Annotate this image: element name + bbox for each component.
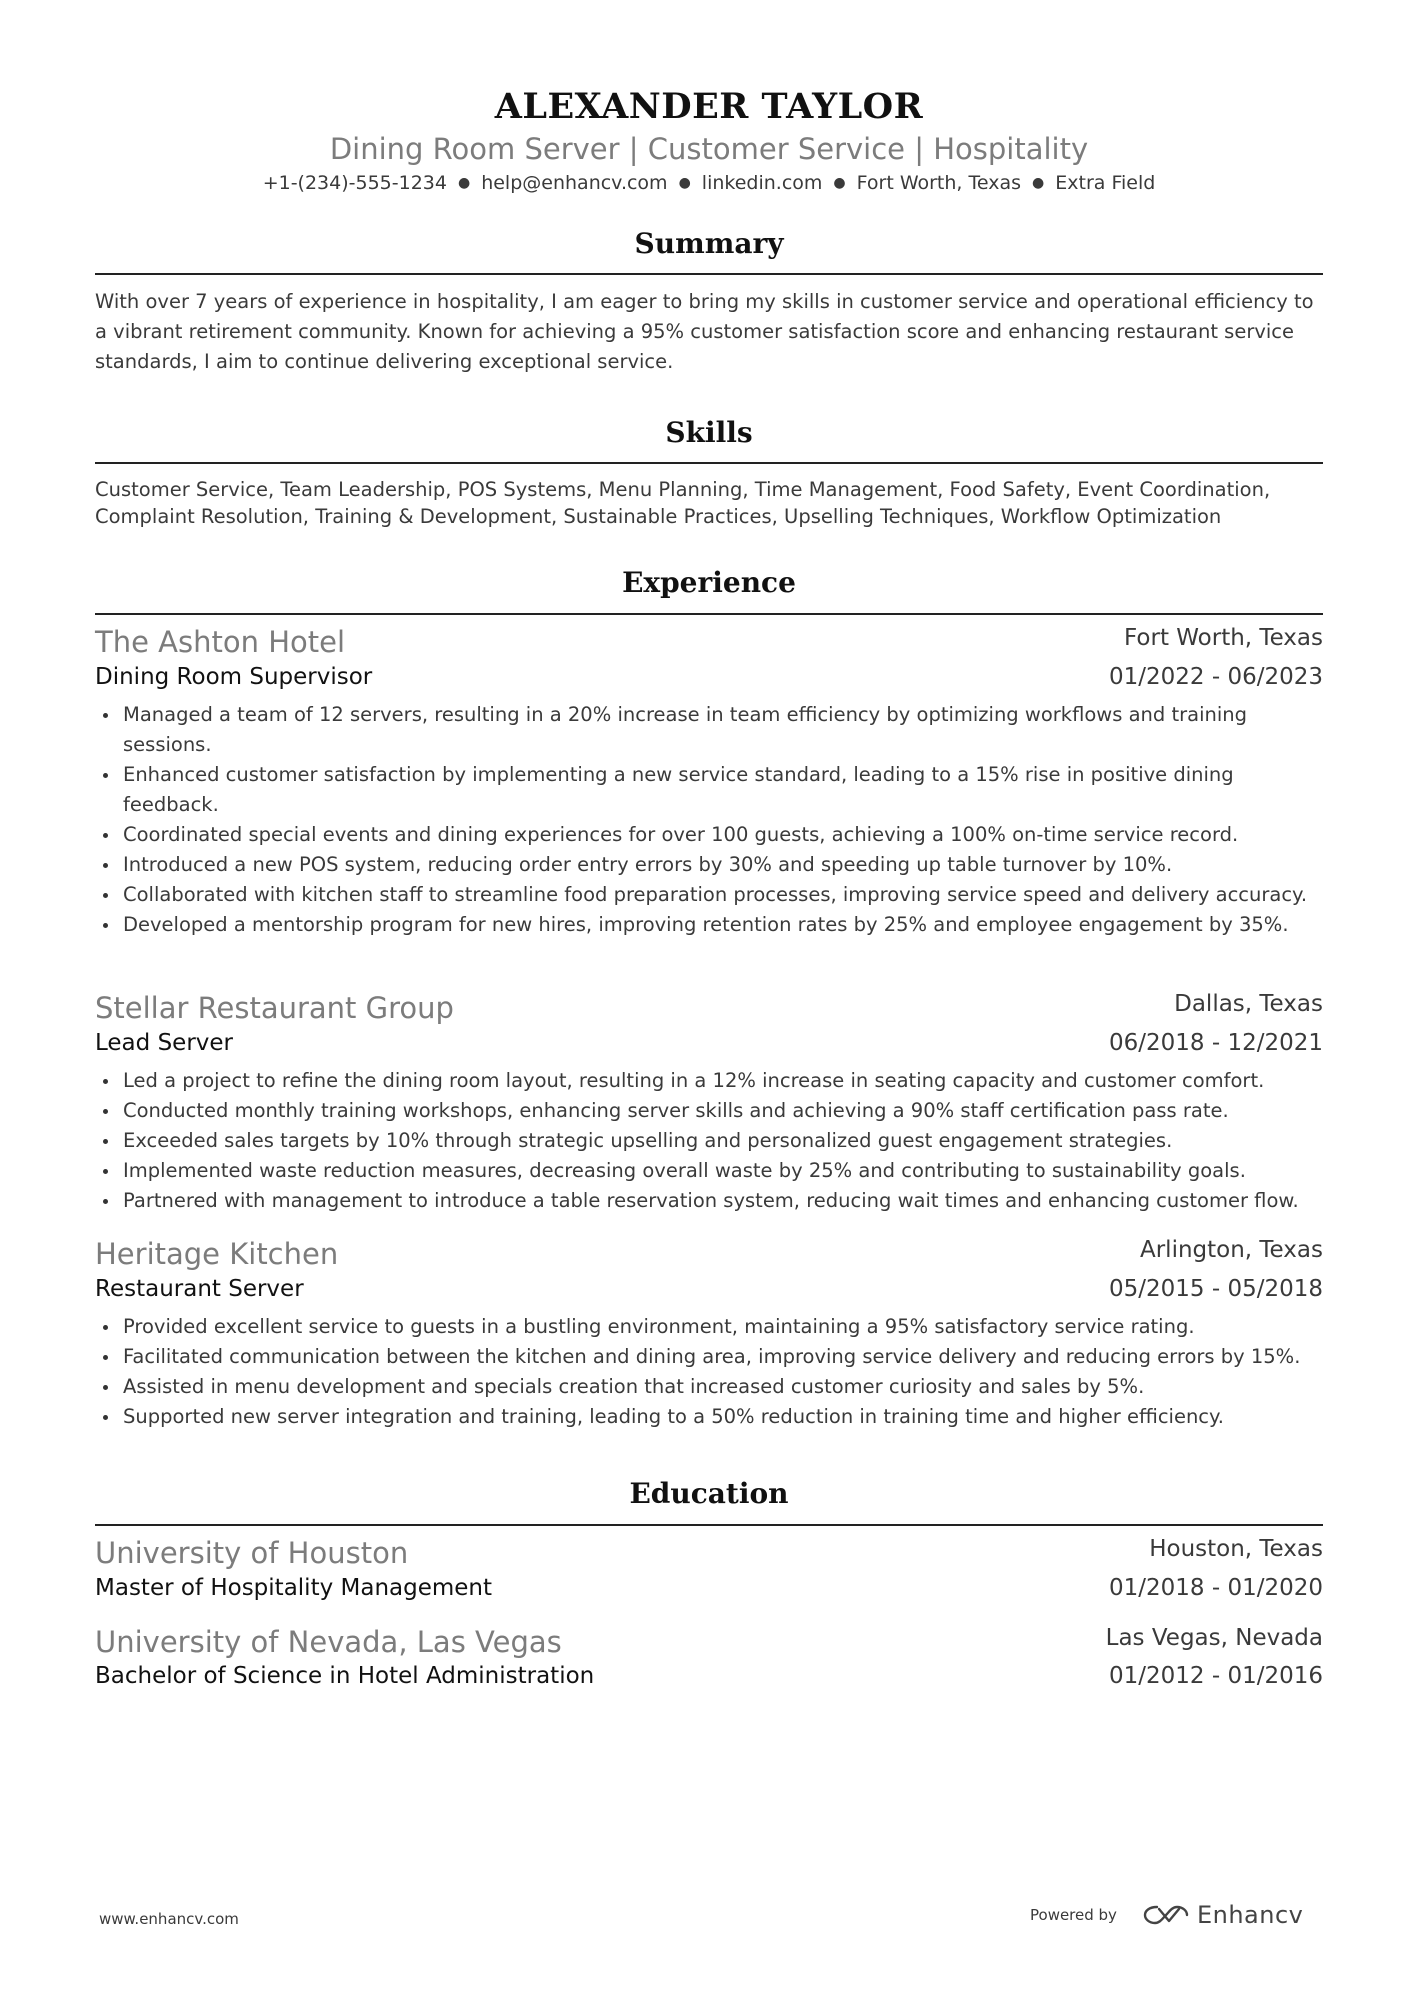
degree-name: Bachelor of Science in Hotel Administration	[95, 1663, 595, 1689]
list-item: Exceeded sales targets by 10% through strategic upselling and personalized guest engagement strategies.	[95, 1126, 1323, 1156]
job-title: Lead Server	[95, 1030, 233, 1056]
list-item: Led a project to refine the dining room layout, resulting in a 12% increase in seating capacity and customer comfort.	[95, 1066, 1323, 1096]
skills-heading: Skills	[665, 416, 753, 449]
job-dates: 05/2015 - 05/2018	[1108, 1276, 1323, 1302]
job-location: Dallas, Texas	[1174, 991, 1323, 1017]
company-name: Heritage Kitchen	[95, 1237, 339, 1271]
section-divider	[95, 273, 1323, 275]
list-item: Provided excellent service to guests in a bustling environment, maintaining a 95% satisfactory service rating.	[95, 1312, 1323, 1342]
job-title: Restaurant Server	[95, 1276, 304, 1302]
contact-email: help@enhancv.com	[481, 172, 668, 194]
contact-line	[95, 172, 1323, 194]
bullet-separator: ●	[457, 175, 471, 191]
list-item: Implemented waste reduction measures, decreasing overall waste by 25% and contributing to sustainability goals.	[95, 1156, 1323, 1186]
contact-extra: Extra Field	[1055, 172, 1156, 194]
school-location: Las Vegas, Nevada	[1105, 1625, 1323, 1651]
skills-text: Customer Service, Team Leadership, POS Systems, Menu Planning, Time Management, Food Safety, Event Coordination, Complaint Resolution, Training & Development, Sustainable Practices, Upselling Techniques, Workflow Optimization	[95, 478, 1271, 528]
section-divider	[95, 613, 1323, 615]
list-item: Collaborated with kitchen staff to streamline food preparation processes, improving service speed and delivery accuracy.	[95, 880, 1323, 910]
brand-name: Enhancv	[1196, 1901, 1304, 1929]
list-item: Assisted in menu development and specials creation that increased customer curiosity and sales by 5%.	[95, 1372, 1323, 1402]
job-title: Dining Room Supervisor	[95, 664, 373, 690]
list-item: Facilitated communication between the kitchen and dining area, improving service delivery and reducing errors by 15%.	[95, 1342, 1323, 1372]
section-divider	[95, 1524, 1323, 1526]
job-subheader	[95, 664, 1323, 690]
candidate-name: ALEXANDER TAYLOR	[494, 86, 924, 127]
list-item: Supported new server integration and training, leading to a 50% reduction in training time and higher efficiency.	[95, 1402, 1323, 1432]
section-divider	[95, 462, 1323, 464]
job-bullets	[95, 1066, 1323, 1216]
job-header	[95, 1237, 1323, 1271]
job-header	[95, 625, 1323, 659]
contact-phone: +1-(234)-555-1234	[262, 172, 447, 194]
list-item: Coordinated special events and dining experiences for over 100 guests, achieving a 100% on-time service record.	[95, 820, 1323, 850]
job-dates: 01/2022 - 06/2023	[1108, 664, 1323, 690]
footer-powered-by[interactable]	[1030, 1900, 1303, 1930]
job-location: Fort Worth, Texas	[1124, 625, 1323, 651]
company-name: The Ashton Hotel	[95, 625, 346, 659]
company-name: Stellar Restaurant Group	[95, 991, 454, 1025]
list-item: Managed a team of 12 servers, resulting in a 20% increase in team efficiency by optimizing workflows and training sessions.	[95, 700, 1323, 760]
school-header	[95, 1536, 1323, 1570]
bullet-separator: ●	[678, 175, 691, 191]
bullet-separator: ●	[1032, 175, 1045, 191]
list-item: Enhanced customer satisfaction by implementing a new service standard, leading to a 15% rise in positive dining feedback.	[95, 760, 1323, 820]
experience-heading: Experience	[622, 566, 796, 599]
powered-by-label: Powered by	[1030, 1906, 1117, 1924]
list-item: Developed a mentorship program for new hires, improving retention rates by 25% and employee engagement by 35%.	[95, 910, 1323, 940]
summary-text: With over 7 years of experience in hospitality, I am eager to bring my skills in customer service and operational efficiency to a vibrant retirement community. Known for achieving a 95% customer satisfaction score and enhancing restaurant service standards, I aim to continue delivering exceptional service.	[95, 290, 1314, 373]
school-dates: 01/2018 - 01/2020	[1108, 1575, 1323, 1601]
list-item: Introduced a new POS system, reducing order entry errors by 30% and speeding up table turnover by 10%.	[95, 850, 1323, 880]
school-dates: 01/2012 - 01/2016	[1108, 1663, 1323, 1689]
list-item: Conducted monthly training workshops, enhancing server skills and achieving a 90% staff certification pass rate.	[95, 1096, 1323, 1126]
school-location: Houston, Texas	[1149, 1536, 1323, 1562]
school-name: University of Nevada, Las Vegas	[95, 1625, 562, 1659]
job-bullets	[95, 700, 1323, 940]
contact-linkedin: linkedin.com	[701, 172, 823, 194]
enhancv-logo-icon	[1143, 1903, 1189, 1927]
job-dates: 06/2018 - 12/2021	[1108, 1030, 1323, 1056]
contact-location: Fort Worth, Texas	[856, 172, 1022, 194]
school-name: University of Houston	[95, 1536, 409, 1570]
job-bullets	[95, 1312, 1323, 1432]
school-header	[95, 1625, 1323, 1659]
degree-row	[95, 1663, 1323, 1689]
job-subheader	[95, 1276, 1323, 1302]
education-heading: Education	[629, 1477, 789, 1510]
summary-heading: Summary	[634, 227, 784, 260]
headline: Dining Room Server | Customer Service | Hospitality	[329, 132, 1089, 166]
degree-name: Master of Hospitality Management	[95, 1575, 493, 1601]
footer-website-link[interactable]: www.enhancv.com	[99, 1910, 239, 1928]
job-location: Arlington, Texas	[1139, 1237, 1323, 1263]
job-header	[95, 991, 1323, 1025]
job-subheader	[95, 1030, 1323, 1056]
degree-row	[95, 1575, 1323, 1601]
bullet-separator: ●	[833, 175, 846, 191]
list-item: Partnered with management to introduce a table reservation system, reducing wait times and enhancing customer flow.	[95, 1186, 1323, 1216]
